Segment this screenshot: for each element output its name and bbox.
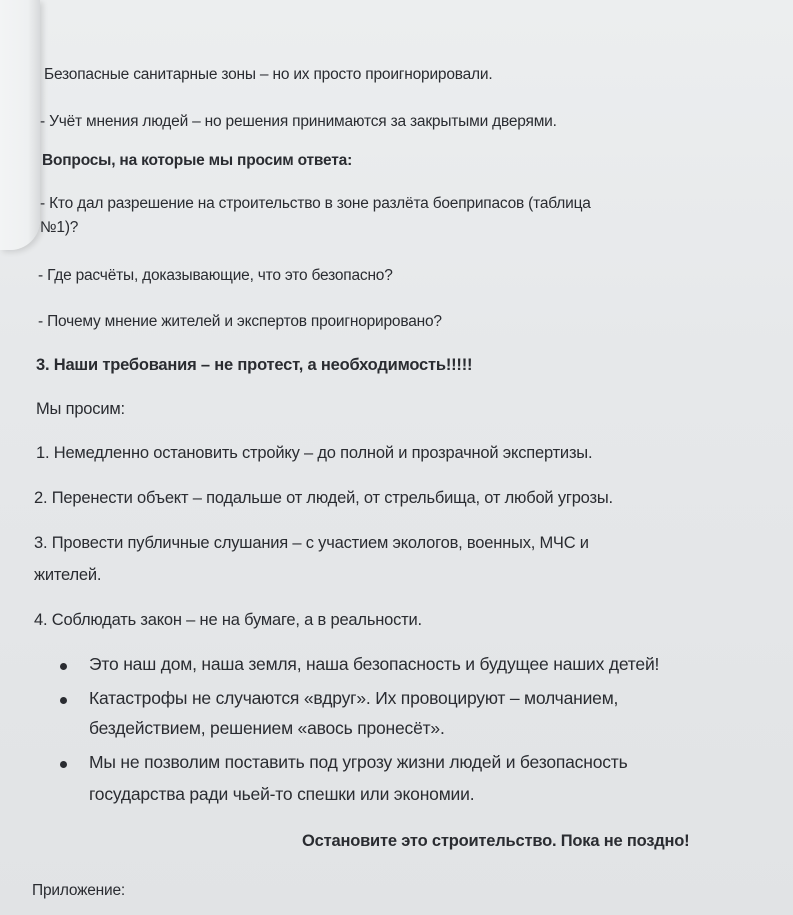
folded-page-corner [0, 0, 40, 250]
question-1-line-2: №1)? [40, 219, 79, 236]
demands-heading: 3. Наши требования – не протест, а необходимость!!!!! [36, 356, 473, 374]
bullet-item-2-line-2: бездействием, решением «авось пронесёт». [89, 718, 445, 738]
question-3: - Почему мнение жителей и экспертов проигнорировано? [38, 313, 442, 330]
bullet-item-2-line-1: Катастрофы не случаются «вдруг». Их провоцируют – молчанием, [89, 688, 619, 708]
bullet-item-1: Это наш дом, наша земля, наша безопасность и будущее наших детей! [89, 654, 660, 674]
bullet-marker [60, 697, 67, 704]
intro-line-sanitary-zones: Безопасные санитарные зоны – но их просто проигнорировали. [44, 66, 493, 83]
bullet-item-3-line-1: Мы не позволим поставить под угрозу жизни людей и безопасность [89, 752, 628, 772]
demand-item-3-line-2: жителей. [34, 566, 102, 584]
bullet-marker [60, 663, 67, 670]
questions-heading: Вопросы, на которые мы просим ответа: [42, 152, 353, 169]
bullet-item-3-line-2: государства ради чьей-то спешки или экономии. [89, 784, 475, 804]
demands-intro: Мы просим: [36, 400, 125, 418]
intro-line-public-opinion: - Учёт мнения людей – но решения принимаются за закрытыми дверями. [40, 113, 557, 130]
demand-item-2: 2. Перенести объект – подальше от людей, от стрельбища, от любой угрозы. [34, 489, 613, 507]
demand-item-1: 1. Немедленно остановить стройку – до полной и прозрачной экспертизы. [36, 444, 593, 462]
bullet-marker [60, 761, 67, 768]
question-1-line-1: - Кто дал разрешение на строительство в зоне разлёта боеприпасов (таблица [40, 195, 591, 212]
appendix-label: Приложение: [32, 882, 126, 899]
demand-item-4: 4. Соблюдать закон – не на бумаге, а в реальности. [34, 611, 422, 629]
closing-statement: Остановите это строительство. Пока не поздно! [302, 832, 690, 850]
question-2: - Где расчёты, доказывающие, что это безопасно? [38, 267, 393, 284]
demand-item-3-line-1: 3. Провести публичные слушания – с участием экологов, военных, МЧС и [34, 534, 589, 552]
